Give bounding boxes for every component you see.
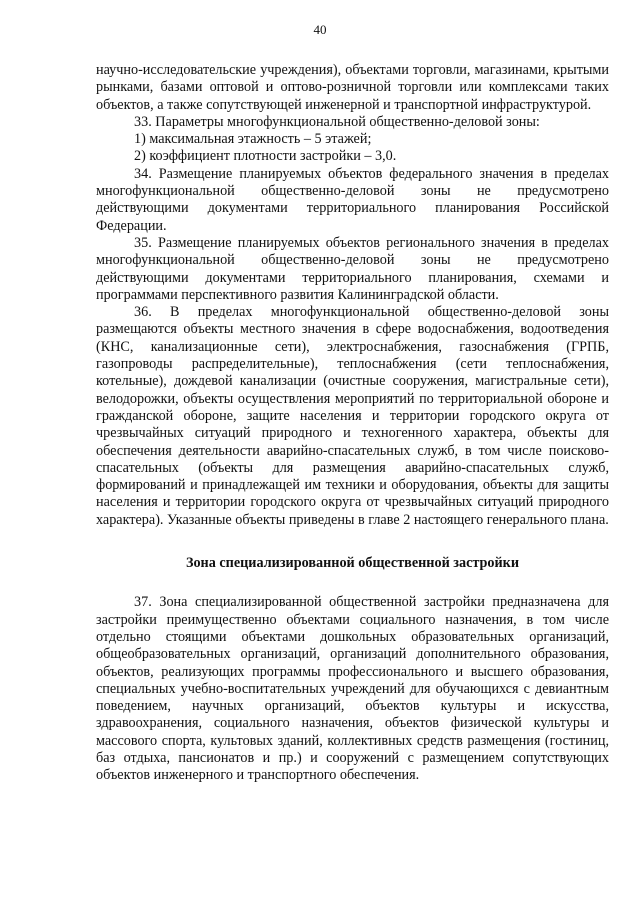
- paragraph-33-item-1: 1) максимальная этажность – 5 этажей;: [134, 131, 372, 148]
- paragraph-36: 36. В пределах многофункциональной общественно-деловой зоны размещаются объекты местного значения в сфере водоснабжения, водоотведения (КНС, канализационные сети), электроснабжения, газоснабжения (ГРПБ, газопроводы распределительные), теплоснабжения (сети теплоснабжения, котельные), дождевой канализации (очистные сооружения, магистральные сети), велодорожки, объекты осуществления мероприятий по территориальной обороне и гражданской обороне, защите населения и территории городского округа от чрезвычайных ситуаций природного и техногенного характера, объекты для обеспечения деятельности аварийно-спасательных служб, в том числе поисково-спасательных (объекты для размещения аварийно-спасательных служб, формирований и принадлежащей им техники и оборудования, объекты для защиты населения и территории городского округа от чрезвычайных ситуаций природного характера). Указанные объекты приведены в главе 2 настоящего генерального плана.: [96, 304, 609, 528]
- page-number: 40: [313, 22, 327, 37]
- paragraph-35: 35. Размещение планируемых объектов регионального значения в пределах многофункциональной общественно-деловой зоны не предусмотрено действующими документами территориального планирования, схемами и программами перспективного развития Калининградской области.: [96, 234, 609, 303]
- section-heading: Зона специализированной общественной застройки: [185, 555, 520, 572]
- paragraph-33-item-2: 2) коэффициент плотности застройки – 3,0.: [134, 148, 397, 165]
- paragraph-37: 37. Зона специализированной общественной застройки предназначена для застройки преимущественно объектами социального назначения, в том числе отдельно стоящими объектами дошкольных образовательных организаций, общеобразовательных организаций, организаций дополнительного образования, объектов, реализующих программы профессионального и высшего образования, специальных учебно-воспитательных учреждений для обучающихся с девиантным поведением, научных организаций, объектов культуры и искусства, здравоохранения, социального назначения, объектов физической культуры и массового спорта, культовых зданий, коллективных средств размещения (гостиниц, баз отдыха, пансионатов и пр.) и сооружений с размещением сопутствующих объектов инженерного и транспортного обеспечения.: [96, 594, 609, 784]
- paragraph-34: 34. Размещение планируемых объектов федерального значения в пределах многофункциональной общественно-деловой зоны не предусмотрено действующими документами территориального планирования Российской Федерации.: [96, 165, 609, 234]
- paragraph-intro-continuation: научно-исследовательские учреждения), объектами торговли, магазинами, крытыми рынками, базами оптовой и оптово-розничной торговли или комплексами таких объектов, а также сопутствующей инженерной и транспортной инфраструктурой.: [96, 62, 609, 113]
- paragraph-33: 33. Параметры многофункциональной общественно-деловой зоны:: [134, 113, 540, 130]
